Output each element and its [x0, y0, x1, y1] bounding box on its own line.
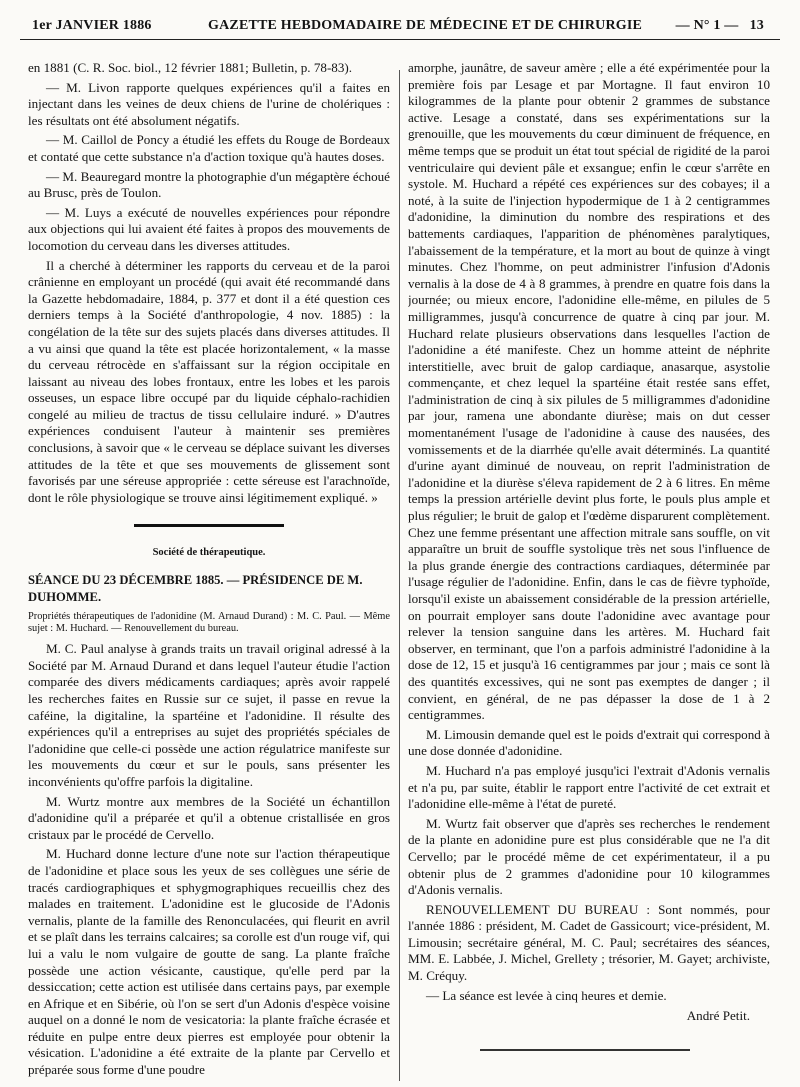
journal-title: GAZETTE HEBDOMADAIRE DE MÉDECINE ET DE CHIRURGIE: [208, 18, 643, 33]
page-number: 13: [749, 18, 764, 33]
page-header: [20, 16, 780, 40]
paragraph: Il a cherché à déterminer les rapports du cerveau et de la paroi crânienne en employant un procédé (qui avait été recommandé dans la Gazette hebdomadaire, 1884, p. 377 et dont il a été question ces derniers temps à la Société d'anthropologie, 4 nov. 1885) : la congélation de la tête sur des sujets placés dans diverses attitudes. Il a vu ainsi que quand la tête est placée horizontalement, « la masse du cerveau rétrocède en s'affaissant sur la région occipitale en laissant au niveau des lobes frontaux, entre les lobes et les parois osseuses, un espace libre occupé par du liquide céphalo-rachidien congelé au milieu de tractus de tissu cellulaire induré. » D'autres expériences conduisent l'auteur à maintenir ses premières conclusions, à savoir que « le cerveau se déplace suivant les diverses attitudes de la tête et que ses mouvements de glissement sont favorisés par une séreuse appropriée : cette séreuse est l'arachnoïde, dont le rôle physiologique se trouve ainsi légitimement expliqué. »: [28, 257, 390, 505]
left-column: [28, 60, 390, 1087]
section-separator: [134, 524, 284, 527]
session-summary: Propriétés thérapeutiques de l'adonidine (M. Arnaud Durand) : M. C. Paul. — Même sujet : M. Huchard. — Renouvellement du bureau.: [28, 611, 390, 635]
paragraph: M. Limousin demande quel est le poids d'extrait qui correspond à une dose donnée d'adonidine.: [408, 726, 770, 759]
paragraph: M. Huchard donne lecture d'une note sur l'action thérapeutique de l'adonidine et place sous les yeux de ses collègues une série de tracés cardiographiques et sphygmographiques recueillis chez des malades en traitement. L'adonidine est le glucoside de l'Adonis vernalis, plante de la famille des Renonculacées, qui fleurit en avril et se plaît dans les terrains calcaires; sa corolle est d'un rouge vif, qui lui a valu le nom vulgaire de goutte de sang. La plante fraîche possède une action vésicante, caustique, qu'elle perd par la dessiccation; cette action est utilisée dans certains pays, par exemple en Afrique et en Sibérie, où l'on se sert d'un Adonis d'espèce voisine auquel on a donné le nom de vesicatoria: la plante fraîche écrasée et réduite en pulpe entre deux pierres est employée pour obtenir la vésication. L'adonidine a été extraite de la plante par Cervello et préparée sous forme d'une poudre: [28, 846, 390, 1078]
right-column: [408, 60, 770, 1087]
issue-and-page: [676, 16, 764, 36]
issue-date: 1er JANVIER 1886: [32, 18, 152, 33]
session-heading: SÉANCE DU 23 DÉCEMBRE 1885. — PRÉSIDENCE DE M. DUHOMME.: [28, 573, 363, 604]
issue-number: — N° 1 —: [675, 18, 739, 33]
paragraph: M. Wurtz fait observer que d'après ses recherches le rendement de la plante en adonidine pure est plus considérable que ne l'a dit Cervello; par le procédé même de cet expérimentateur, il a pu obtenir plus de 2 grammes d'adonidine pour 10 kilogrammes d'Adonis vernalis.: [408, 815, 770, 898]
society-heading: Société de thérapeutique.: [152, 547, 266, 559]
paragraph: M. Huchard n'a pas employé jusqu'ici l'extrait d'Adonis vernalis et n'a pu, par suite, établir le rapport entre l'activité de cet extrait et l'adonidine elle-même à l'état de pureté.: [408, 762, 770, 812]
signature: André Petit.: [686, 1008, 750, 1024]
paragraph: — M. Caillol de Poncy a étudié les effets du Rouge de Bordeaux et contaté que cette substance n'a d'action toxique qu'à hautes doses.: [28, 132, 390, 164]
paragraph: M. C. Paul analyse à grands traits un travail original adressé à la Société par M. Arnaud Durand et dans lequel l'auteur étudie l'action comparée des divers médicaments cardiaques; après avoir rappelé les recherches faites en Russie sur ce sujet, il passe en revue la caféine, la digitaline, la spartéine et l'adonidine. Il résulte des expériences qu'il a entreprises au sujet des propriétés spéciales de l'adonidine que celle-ci possède une action régulatrice manifeste sur les mouvements du cœur et sur le pouls, sans présenter les inconvénients qu'offre parfois la digitaline.: [28, 641, 390, 789]
paragraph: RENOUVELLEMENT DU BUREAU : Sont nommés, pour l'année 1886 : président, M. Cadet de Gassicourt; vice-président, M. Limousin; secrétaire général, M. C. Paul; secrétaires des séances, MM. E. Labbée, J. Michel, Grellety ; trésorier, M. Gayet; archiviste, M. Créquy.: [408, 901, 770, 984]
paragraph: amorphe, jaunâtre, de saveur amère ; elle a été expérimentée pour la première fois par Lesage et par Mortagne. Il faut environ 10 kilogrammes de la plante pour obtenir 2 grammes de substance active. Lesage a constaté, dans ses expérimentations sur la grenouille, que les mouvements du cœur diminuent de fréquence, en même temps que se produit un état tout spécial de rigidité de la paroi ventriculaire qui devient pâle et exsangue; enfin le cœur s'arrête en systole. M. Huchard a répété ces expériences sur des cobayes; il a noté, à la suite de l'injection hypodermique de 1 à 2 centigrammes d'adonidine, la diminution du nombre des respirations et des battements cardiaques, l'apparition de phénomènes paralytiques, l'abaissement de la température, et la mort au bout de quinze à vingt minutes. Chez l'homme, on peut administrer l'infusion d'Adonis vernalis à la dose de 4 à 8 grammes, à prendre en quatre fois dans la journée; ou mieux encore, l'adonidine elle-même, en pilules de 5 milligrammes, jusqu'à concurrence de quatre à cinq par jour. M. Huchard relate plusieurs observations dans lesquelles l'action de l'adonidine a été manifeste. Chez un homme atteint de néphrite interstitielle, avec bruit de galop cardiaque, anasarque, asystolie commençante, et chez lequel la spartéine était restée sans effet, l'administration de cinq à six pilules de 5 milligrammes d'adonidine par jour, ramena une abondante diurèse; mais on dut cesser momentanément l'usage de l'adonidine à cause des nausées, des vomissements et de la diarrhée qu'elle avait déterminés. La quantité d'urine ayant diminué de nouveau, on reprit l'administration de l'adonidine et la diurèse s'éleva rapidement de 2 à 6 litres. En même temps la pression artérielle devint plus forte, le pouls plus ample et plus régulier; le bruit de galop et l'œdème disparurent complètement. Chez une femme présentant une affection mitrale sans souffle, on vit apparaître un bruit de souffle systolique très net sous l'influence de la plus grande énergie des contractions cardiaques, déterminée par l'usage régulier de l'adonidine. Enfin, dans le cas de fièvre typhoïde, lorsqu'il existe un abaissement considérable de la pression artérielle, on pourrait employer sans doute l'adonidine avec avantage pour relever la tension sanguine dans les artères. M. Huchard fait observer, en terminant, que l'on a parfois administré l'adonidine à la dose de 12, 15 et jusqu'à 16 centigrammes par jour ; mais ce sont là des quantités excessives, qui ne sont pas exemptes de danger ; il convient, en général, de ne pas dépasser la dose de 1 à 2 centigrammes.: [408, 60, 770, 723]
paragraph: — M. Beauregard montre la photographie d'un mégaptère échoué au Brusc, près de Toulon.: [28, 168, 390, 201]
paragraph: M. Wurtz montre aux membres de la Société un échantillon d'adonidine qu'il a préparée et qu'il a obtenue cristallisée en gros cristaux par le procédé de Cervello.: [28, 793, 390, 842]
paragraph: en 1881 (C. R. Soc. biol., 12 février 1881; Bulletin, p. 78-83).: [28, 60, 353, 75]
paragraph: — La séance est levée à cinq heures et demie.: [426, 987, 667, 1003]
end-rule: [480, 1049, 690, 1051]
paragraph: — M. Luys a exécuté de nouvelles expériences pour répondre aux objections qui lui avaient été faites à propos des mouvements de locomotion du cerveau dans les diverses attitudes.: [28, 204, 390, 253]
paragraph: — M. Livon rapporte quelques expériences qu'il a faites en injectant dans les veines de deux chiens de l'urine de cholériques : les résultats ont été absolument négatifs.: [28, 79, 390, 128]
column-divider: [399, 70, 400, 1081]
